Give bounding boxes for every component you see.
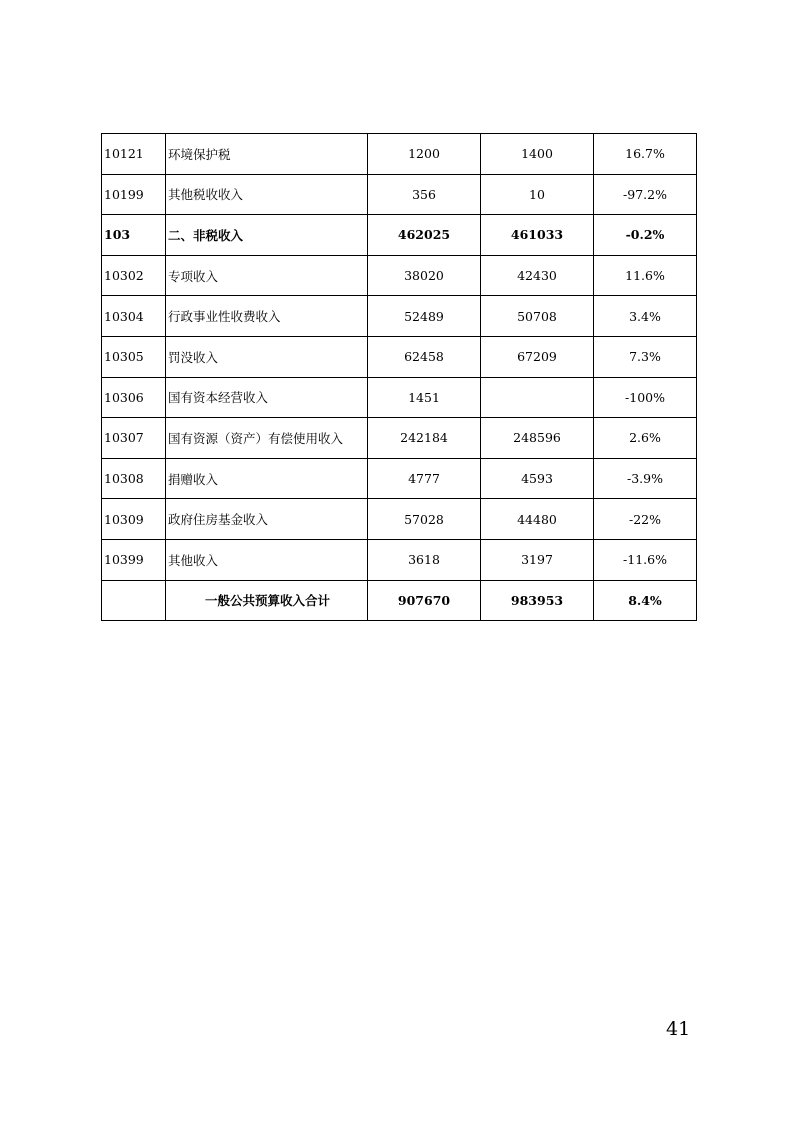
total-change-percent: 8.4% <box>594 580 697 621</box>
total-value-previous: 907670 <box>368 580 481 621</box>
row-value-current <box>481 377 594 418</box>
row-value-previous: 3618 <box>368 539 481 580</box>
row-value-previous: 38020 <box>368 255 481 296</box>
row-change-percent: -3.9% <box>594 458 697 499</box>
row-value-current: 44480 <box>481 499 594 540</box>
row-code: 10399 <box>102 539 166 580</box>
table-row <box>102 458 697 499</box>
row-code: 10305 <box>102 336 166 377</box>
row-value-previous: 1451 <box>368 377 481 418</box>
row-name: 政府住房基金收入 <box>166 499 368 540</box>
row-value-current: 50708 <box>481 296 594 337</box>
row-change-percent: -22% <box>594 499 697 540</box>
total-label: 一般公共预算收入合计 <box>166 580 368 621</box>
row-change-percent: 2.6% <box>594 418 697 459</box>
table-row <box>102 296 697 337</box>
row-name: 国有资本经营收入 <box>166 377 368 418</box>
row-value-previous: 57028 <box>368 499 481 540</box>
row-name: 环境保护税 <box>166 134 368 175</box>
row-name: 行政事业性收费收入 <box>166 296 368 337</box>
row-value-current: 461033 <box>481 215 594 256</box>
table-row <box>102 377 697 418</box>
table-row <box>102 499 697 540</box>
table-row <box>102 539 697 580</box>
row-value-previous: 242184 <box>368 418 481 459</box>
row-value-previous: 62458 <box>368 336 481 377</box>
row-value-current: 248596 <box>481 418 594 459</box>
row-change-percent: -0.2% <box>594 215 697 256</box>
table-row <box>102 215 697 256</box>
table-total-row <box>102 580 697 621</box>
row-name: 其他税收收入 <box>166 174 368 215</box>
table-row <box>102 134 697 175</box>
row-value-previous: 1200 <box>368 134 481 175</box>
table-row <box>102 336 697 377</box>
row-change-percent: 11.6% <box>594 255 697 296</box>
row-value-previous: 462025 <box>368 215 481 256</box>
row-code: 10309 <box>102 499 166 540</box>
row-name: 罚没收入 <box>166 336 368 377</box>
row-value-previous: 52489 <box>368 296 481 337</box>
row-value-current: 67209 <box>481 336 594 377</box>
row-value-current: 3197 <box>481 539 594 580</box>
row-code: 10302 <box>102 255 166 296</box>
total-code <box>102 580 166 621</box>
row-code: 10308 <box>102 458 166 499</box>
row-name: 二、非税收入 <box>166 215 368 256</box>
row-change-percent: 3.4% <box>594 296 697 337</box>
table-row <box>102 418 697 459</box>
row-code: 10307 <box>102 418 166 459</box>
table-body <box>102 134 697 621</box>
row-name: 其他收入 <box>166 539 368 580</box>
row-code: 10121 <box>102 134 166 175</box>
row-name: 捐赠收入 <box>166 458 368 499</box>
row-change-percent: 16.7% <box>594 134 697 175</box>
row-change-percent: -97.2% <box>594 174 697 215</box>
row-code: 10306 <box>102 377 166 418</box>
budget-revenue-table <box>101 133 697 621</box>
row-change-percent: -100% <box>594 377 697 418</box>
total-value-current: 983953 <box>481 580 594 621</box>
row-code: 10199 <box>102 174 166 215</box>
page-number: 41 <box>666 1018 691 1040</box>
table-row <box>102 255 697 296</box>
row-name: 国有资源（资产）有偿使用收入 <box>166 418 368 459</box>
row-name: 专项收入 <box>166 255 368 296</box>
row-change-percent: -11.6% <box>594 539 697 580</box>
row-value-previous: 356 <box>368 174 481 215</box>
row-value-current: 10 <box>481 174 594 215</box>
row-value-previous: 4777 <box>368 458 481 499</box>
row-value-current: 42430 <box>481 255 594 296</box>
table-row <box>102 174 697 215</box>
row-value-current: 4593 <box>481 458 594 499</box>
row-change-percent: 7.3% <box>594 336 697 377</box>
row-value-current: 1400 <box>481 134 594 175</box>
row-code: 103 <box>102 215 166 256</box>
row-code: 10304 <box>102 296 166 337</box>
